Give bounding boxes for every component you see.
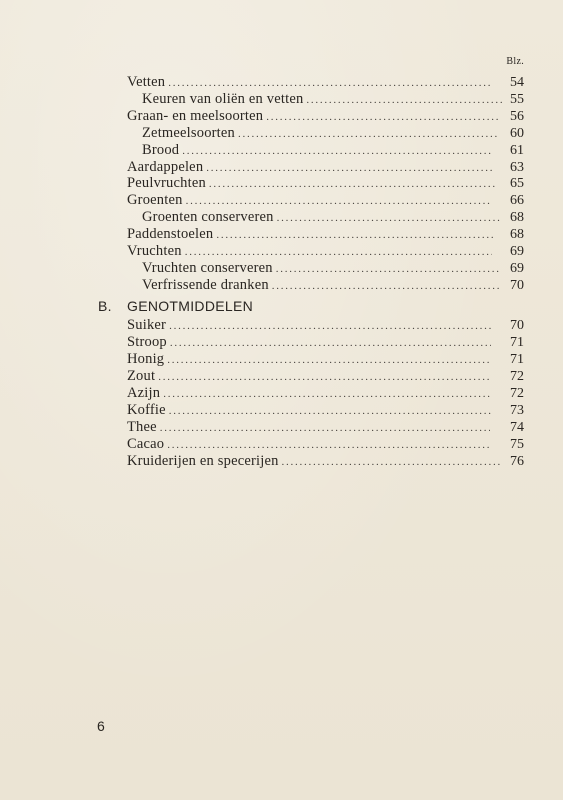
toc-entry-label: Paddenstoelen [127,226,214,243]
toc-entry-page: 72 [510,386,524,401]
dot-leader [182,143,492,160]
toc-entry-label: Vruchten [127,243,182,259]
dot-leader [266,109,500,126]
toc-entry-page: 66 [510,193,524,209]
toc-entry-label: Vetten [127,74,166,90]
toc-entry [127,226,524,243]
dot-leader [185,244,493,261]
toc-entry-page: 68 [510,210,524,226]
toc-entry [142,209,524,226]
toc-entry [127,175,524,192]
dot-leader [216,227,495,244]
toc-entry [127,368,524,385]
toc-entry-label: Groenten conserveren [142,209,274,226]
toc-entry-page: 55 [510,91,524,107]
toc-entry-label: Verfrissende dranken [142,276,269,293]
toc-entry-label: Zetmeelsoorten [142,124,235,141]
toc-entry-label: Keuren van oliën en vetten [142,90,304,107]
toc-entry [127,108,524,125]
toc-entry [127,317,524,334]
page-column-header: Blz. [506,56,524,67]
toc-entry-page: 73 [510,403,524,418]
toc-entry-label: Thee [127,419,157,435]
toc-entry [142,125,524,142]
toc-entry [127,192,524,209]
dot-leader [209,176,495,193]
toc-entry-page: 61 [510,142,524,158]
dot-leader [277,210,501,227]
page-number: 6 [97,718,105,734]
toc-entry [127,243,524,260]
toc-entry-label: Brood [142,141,180,158]
toc-entry-page: 60 [510,125,524,141]
toc-entry-page: 70 [510,277,524,293]
toc-entry-label: Koffie [127,402,166,418]
toc-entry-label: Vruchten conserveren [142,259,273,276]
toc-entry-label: Stroop [127,334,167,350]
toc-entry [142,260,524,277]
toc-entry-label: Zout [127,368,156,384]
dot-leader [186,193,493,210]
dot-leader [306,92,503,109]
toc-entry [127,385,524,402]
toc-entry [127,402,524,419]
toc-entry [127,159,524,176]
toc-entry-page: 75 [510,437,524,452]
toc-entry [142,91,524,108]
toc-entry-page: 72 [510,369,524,384]
section-title: GENOTMIDDELEN [127,298,254,314]
toc-entry-page: 68 [510,227,524,243]
toc-entry [142,277,524,294]
toc-entry-label: Kruiderijen en specerijen [127,453,279,469]
dot-leader [238,126,497,143]
toc-entry [127,334,524,351]
toc-entry-page: 76 [510,454,524,469]
toc-entry-page: 74 [510,420,524,435]
toc-entry-page: 63 [510,159,524,175]
toc-entry-label: Peulvruchten [127,175,206,192]
toc-entry-page: 54 [510,75,524,90]
toc-entry-page: 70 [510,318,524,333]
section-heading [98,298,253,314]
dot-leader [282,454,502,471]
toc-entry-page: 69 [510,244,524,259]
dot-leader [160,420,490,437]
dot-leader [167,352,490,369]
toc-entry-label: Honig [127,351,165,367]
dot-leader [158,369,490,386]
dot-leader [163,386,490,403]
dot-leader [168,75,490,92]
dot-leader [170,335,491,352]
toc-entry-page: 71 [510,352,524,367]
toc-entry-label: Graan- en meelsoorten [127,107,264,124]
toc-entry-label: Aardappelen [127,158,204,175]
dot-leader [206,160,494,177]
toc-entry-page: 69 [510,260,524,276]
toc-entry-label: Azijn [127,385,161,401]
toc-entry-page: 56 [510,108,524,124]
toc-entry-label: Suiker [127,317,167,333]
dot-leader [169,403,491,420]
toc-entry-label: Groenten [127,192,183,209]
toc-entry [127,419,524,436]
toc-entry [127,74,524,91]
dot-leader [167,437,490,454]
toc-entry [142,142,524,159]
toc-entry-page: 71 [510,335,524,350]
toc-entry-page: 65 [510,176,524,192]
dot-leader [276,261,501,278]
toc-entry-label: Cacao [127,436,165,452]
dot-leader [169,318,491,335]
section-letter: B. [98,298,112,314]
toc-entry [127,436,524,453]
toc-entry [127,453,524,470]
toc-entry [127,351,524,368]
dot-leader [272,278,501,295]
